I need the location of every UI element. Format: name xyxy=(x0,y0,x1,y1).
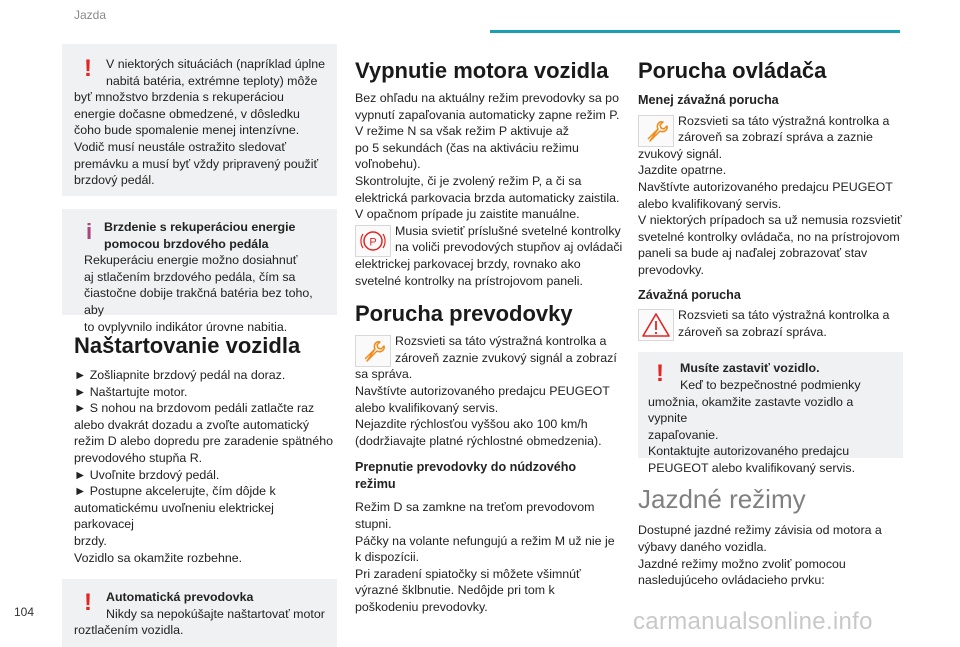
parking-brake-icon xyxy=(355,225,391,257)
minor-fault-block: Rozsvieti sa táto výstražná kontrolka a zároveň sa zobrazí správa a zaznie zvukový signál. Jazdite opatrne. Navštívte autorizovaného predajcu PEUGEOT alebo kvalifikovaný servis. V niektorých prípadoch sa už nemusia rozsvietiť svetelné kontrolky ovládača, no na prístrojovom paneli sa bude aj naďalej zobrazovať stav prevodovky. xyxy=(638,113,902,277)
exclamation-icon: ! xyxy=(84,55,92,82)
wrench-icon xyxy=(638,115,674,147)
warning-box-regen xyxy=(62,44,337,196)
section-title: Jazda xyxy=(74,8,107,22)
major-fault-heading: Závažná porucha xyxy=(638,287,741,302)
header-accent-bar xyxy=(490,30,900,33)
column-2: Vypnutie motora vozidla Bez ohľadu na aktuálny režim prevodovky sa po vypnutí zapaľovania automaticky zapne režim P. V režime N sa však režim P aktivuje až po 5 sekundách (čas na aktiváciu režimu voľnobehu). Skontrolujte, či je zvolený režim P, a či sa elektrická parkovacia brzda automaticky zaistila. V opačnom prípade ju zaistite manuálne. P Musia svietiť príslušné svetelné kontrolky na voliči prevodových stupňov aj ovládači elektrickej parkovacej brzdy, rovnako ako svetelné kontrolky na prístrojovom paneli. Porucha prevodovky Rozsvieti sa táto výstražná kontrolka a zároveň zaznie zvukový signál a zobrazí sa správa. Navštívte autorizovaného predajcu PEUGEOT alebo kvalifikovaný servis. Nejazdite rýchlosťou vyššou ako 100 km/h (dodržiavajte platné rýchlostné obmedzenia). Prepnutie prevodovky do núdzového režimu Režim D sa zamkne na treťom prevodovom stupni. Páčky na volante nefungujú a režim M už nie je k dispozícii. Pri zaradení spiatočky si môžete všimnúť výrazné šklbnutie. Nedôjde pri tom k poškodeniu prevodovky. xyxy=(355,58,625,616)
info-box-regen-brake: i Brzdenie s rekuperáciou energie pomocou brzdového pedála Rekuperáciu energie možno dosiahnuť aj stlačením brzdového pedála, čím sa čiastočne dobije trakčná batéria bez toho, aby to ovplyvnilo indikátor úrovne nabitia. xyxy=(62,209,337,315)
exclamation-icon: ! xyxy=(84,589,92,617)
start-section: Naštartovanie vozidla ► Zošliapnite brzdový pedál na doraz. ► Naštartujte motor. ► S nohou na brzdovom pedáli zatlačte raz alebo dvakrát dozadu a zvoľte automatický režim D alebo dopredu pre zaradenie spätného prevodového stupňa R. ► Uvoľnite brzdový pedál. ► Postupne akcelerujte, čím dôjde k automatickému uvoľneniu elektrickej parkovacej brzdy. Vozidlo sa okamžite rozbehne. xyxy=(62,333,337,566)
parking-indicator-block: P Musia svietiť príslušné svetelné kontrolky na voliči prevodových stupňov aj ovládači elektrickej parkovacej brzdy, rovnako ako svetelné kontrolky na prístrojovom paneli. xyxy=(355,223,623,288)
warning-text: V niektorých situáciách (napríklad úplne nabitá batéria, extrémne teploty) môže byť množstvo brzdenia s rekuperáciou energie dočasne obmedzené, v dôsledku čoho bude spomalenie menej intenzívne. Vodič musí neustále ostražito sledovať premávku a musí byť vždy pripravený použiť brzdový pedál. xyxy=(74,57,326,188)
stop-heading: Vypnutie motora vozidla xyxy=(355,58,609,83)
exclamation-icon: ! xyxy=(656,360,664,388)
page-number: 104 xyxy=(14,605,35,619)
warning-triangle-icon xyxy=(638,309,674,341)
start-heading: Naštartovanie vozidla xyxy=(74,333,301,358)
emergency-heading: Prepnutie prevodovky do núdzového xyxy=(355,460,577,475)
column-3: Porucha ovládača Menej závažná porucha Rozsvieti sa táto výstražná kontrolka a zároveň sa zobrazí správa a zaznie zvukový signál. Jazdite opatrne. Navštívte autorizovaného predajcu PEUGEOT alebo kvalifikovaný servis. V niektorých prípadoch sa už nemusia rozsvietiť svetelné kontrolky ovládača, no na prístrojovom paneli sa bude aj naďalej zobrazovať stav prevodovky. Závažná porucha Rozsvieti sa táto výstražná kontrolka a zároveň sa zobrazí správa. ! Musíte zastaviť vozidlo. Keď to bezpečnostné podmienky umožnia, okamžite zastavte vozidlo a vypnite zapaľovanie. Kontaktujte autorizovaného predajcu PEUGEOT alebo kvalifikovaný servis. Jazdné režimy Dostupné jazdné režimy závisia od motora a výbavy daného vozidla. Jazdné režimy možno zvoliť pomocou nasledujúceho ovládacieho prvku: xyxy=(638,58,902,588)
gearbox-fault-block: Rozsvieti sa táto výstražná kontrolka a zároveň zaznie zvukový signál a zobrazí sa správa. Navštívte autorizovaného predajcu PEUGEOT alebo kvalifikovaný servis. Nejazdite rýchlosťou vyššou ako 100 km/h (dodržiavajte platné rýchlostné obmedzenia). xyxy=(355,334,617,448)
column-1 xyxy=(62,44,337,647)
info-icon: i xyxy=(86,219,93,244)
watermark: carmanualsonline.info xyxy=(633,608,873,635)
fault-heading: Porucha prevodovky xyxy=(355,301,573,327)
wrench-icon xyxy=(355,335,391,367)
driving-modes-heading: Jazdné režimy xyxy=(638,484,806,515)
warning-box-stop-vehicle: ! Musíte zastaviť vozidlo. Keď to bezpečnostné podmienky umožnia, okamžite zastavte vozidlo a vypnite zapaľovanie. Kontaktujte autorizovaného predajcu PEUGEOT alebo kvalifikovaný servis. xyxy=(638,352,903,458)
svg-text:P: P xyxy=(369,236,377,249)
major-fault-block: Rozsvieti sa táto výstražná kontrolka a zároveň sa zobrazí správa. xyxy=(638,307,903,340)
minor-fault-heading: Menej závažná porucha xyxy=(638,93,779,107)
control-fault-heading: Porucha ovládača xyxy=(638,58,827,83)
warning-box-auto-gearbox: ! Automatická prevodovka Nikdy sa nepokúšajte naštartovať motor roztlačením vozidla. xyxy=(62,579,337,647)
